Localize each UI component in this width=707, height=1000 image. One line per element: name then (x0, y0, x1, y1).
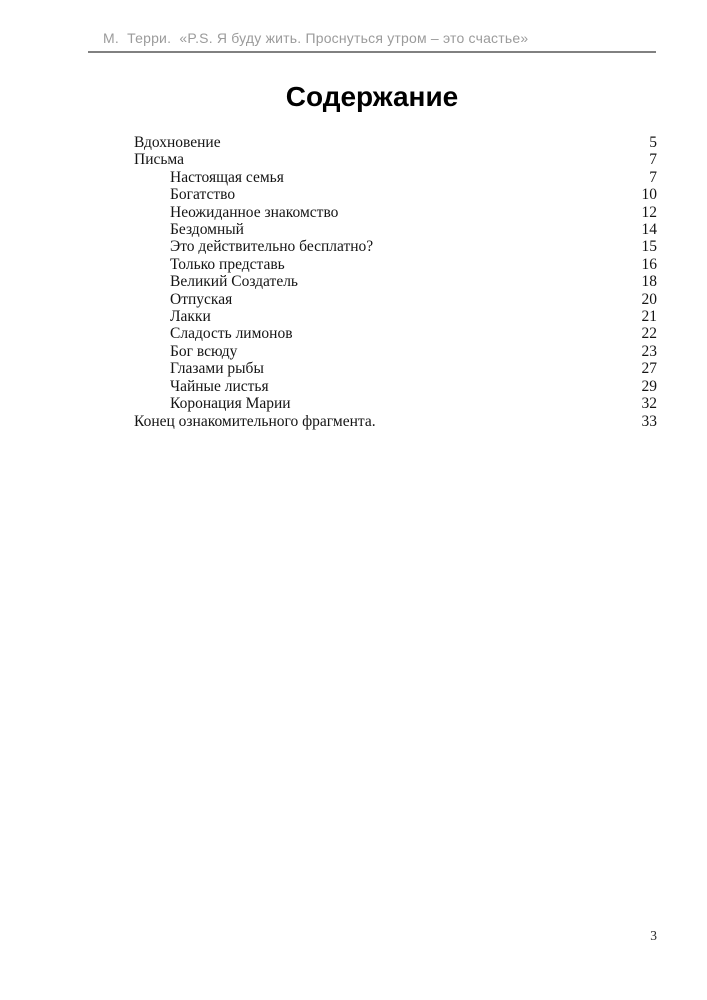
toc-entry-label: Чайные листья (170, 377, 269, 395)
toc-entry (134, 413, 657, 430)
toc-entry (134, 273, 657, 290)
toc-entry-label: Письма (134, 151, 185, 169)
toc-entry-label: Глазами рыбы (170, 360, 264, 378)
toc-entry-label: Настоящая семья (170, 168, 284, 186)
toc-entry-label: Бездомный (170, 221, 244, 239)
toc-entry-page: 5 (649, 134, 657, 151)
toc-entry (134, 256, 657, 273)
toc-list (134, 134, 657, 430)
toc-entry (134, 325, 657, 342)
toc-entry-page: 22 (641, 325, 657, 343)
toc-entry-page: 21 (641, 308, 657, 326)
toc-entry (134, 151, 657, 168)
toc-entry (134, 378, 657, 395)
toc-entry-label: Это действительно бесплатно? (170, 238, 374, 256)
toc-entry (134, 308, 657, 325)
toc-entry-page: 15 (641, 238, 657, 256)
toc-entry (134, 291, 657, 308)
toc-entry-label: Вдохновение (134, 134, 221, 151)
toc-entry-page: 23 (641, 342, 657, 360)
page-title: Содержание (285, 81, 459, 112)
toc-entry-label: Богатство (170, 186, 236, 204)
toc-entry-page: 27 (641, 360, 657, 378)
toc-entry-label: Лакки (170, 308, 211, 326)
toc-entry (134, 360, 657, 377)
toc-entry (134, 169, 657, 186)
toc-entry-label: Коронация Марии (170, 395, 291, 413)
toc-entry-label: Сладость лимонов (170, 325, 293, 343)
toc-entry-label: Великий Создатель (170, 273, 298, 291)
toc-entry (134, 134, 657, 151)
toc-entry-page: 10 (641, 186, 657, 204)
page-number: 3 (650, 928, 657, 943)
toc-entry (134, 395, 657, 412)
toc-entry (134, 238, 657, 255)
toc-entry (134, 204, 657, 221)
toc-entry-page: 29 (641, 377, 657, 395)
toc-entry (134, 186, 657, 203)
toc-entry-page: 32 (641, 395, 657, 413)
toc-entry (134, 343, 657, 360)
toc-entry-page: 18 (641, 273, 657, 291)
toc-entry-page: 33 (641, 412, 657, 430)
toc-entry-page: 12 (641, 203, 657, 221)
header-rule (88, 51, 656, 53)
running-header: М. Терри. «P.S. Я буду жить. Проснуться утром – это счастье» (103, 30, 529, 46)
toc-entry-page: 7 (649, 151, 657, 169)
toc-entry-page: 14 (641, 221, 657, 239)
toc-entry-page: 20 (641, 290, 657, 308)
toc-entry-page: 16 (641, 255, 657, 273)
toc-entry-label: Только представь (170, 255, 285, 273)
toc-entry-label: Конец ознакомительного фрагмента. (134, 412, 376, 430)
toc-entry-label: Неожиданное знакомство (170, 203, 339, 221)
toc-entry-page: 7 (649, 168, 657, 186)
toc-entry-label: Отпуская (170, 290, 233, 308)
toc-entry-label: Бог всюду (170, 342, 238, 360)
toc-entry (134, 221, 657, 238)
